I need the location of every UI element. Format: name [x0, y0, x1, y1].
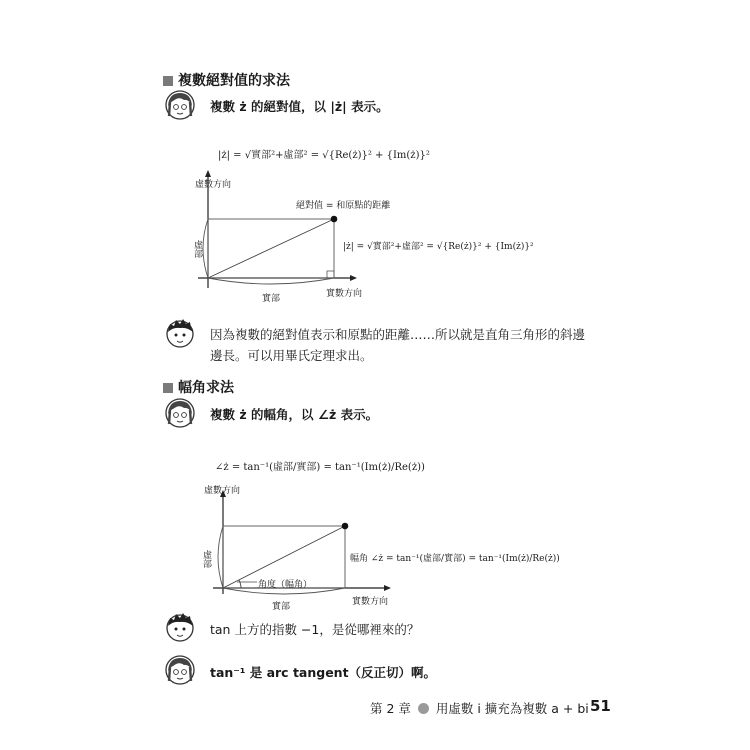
section-heading-argument: 幅角求法	[163, 377, 234, 397]
girl-avatar-icon	[165, 655, 195, 685]
footer-chapter: 第 2 章 用虛數 i 擴充為複數 a + bi	[370, 701, 589, 716]
footer-bullet-icon	[418, 703, 429, 714]
x-axis-label: 實數方向	[352, 597, 389, 607]
formula-arg-side: 幅角 ∠ż = tan⁻¹(虛部/實部) = tan⁻¹(Im(ż)/Re(ż))	[350, 554, 560, 564]
formula-arg-top: ∠ż = tan⁻¹(虛部/實部) = tan⁻¹(Im(ż)/Re(ż))	[215, 462, 425, 473]
page-number: 51	[590, 697, 611, 715]
footer-chapter-title: 用虛數 i 擴充為複數 a + bi	[435, 701, 589, 716]
heading-square-icon	[163, 383, 173, 393]
real-part-label: 實部	[272, 602, 291, 612]
y-axis-label: 虛數方向	[204, 486, 241, 496]
x-axis-arrow-icon	[384, 585, 391, 591]
girl-avatar-icon	[165, 90, 195, 120]
complex-point	[331, 216, 338, 223]
speech-abs-intro: 複數 ż 的絕對值，以 |ż| 表示。	[210, 99, 389, 114]
heading-square-icon	[163, 76, 173, 86]
section-heading-absolute-value: 複數絕對值的求法	[163, 70, 290, 90]
y-axis-label: 虛數方向	[195, 180, 232, 190]
girl-avatar-icon	[165, 398, 195, 428]
angle-arc	[239, 580, 241, 588]
answer-text: tan⁻¹ 是 arc tangent（反正切）啊。	[210, 665, 437, 680]
boy-avatar-icon	[165, 318, 195, 348]
real-part-label: 實部	[262, 294, 281, 304]
distance-annotation: 絕對值 = 和原點的距離	[296, 201, 391, 211]
real-brace	[208, 278, 334, 284]
question-text: tan 上方的指數 −1，是從哪裡來的？	[210, 622, 420, 637]
imag-part-label: 虛部	[192, 240, 202, 258]
hypotenuse-line	[208, 219, 334, 278]
speech-arg-intro: 複數 ż 的幅角，以 ∠ż 表示。	[210, 407, 379, 422]
x-axis-arrow-icon	[350, 275, 357, 281]
imag-part-label: 虛部	[201, 550, 211, 568]
x-axis-label: 實數方向	[326, 289, 363, 299]
y-axis-arrow-icon	[205, 170, 211, 177]
imag-brace	[218, 526, 223, 588]
angle-label: 角度（幅角）	[258, 580, 313, 590]
right-angle-mark	[327, 271, 334, 278]
formula-abs-side: |ż| = √實部²+虛部² = √{Re(ż)}² + {Im(ż)}²	[343, 242, 534, 252]
explanation-line-1: 因為複數的絕對值表示和原點的距離……所以就是直角三角形的斜邊	[210, 327, 586, 342]
explanation-line-2: 邊長。可以用畢氏定理求出。	[210, 348, 373, 363]
complex-point	[342, 523, 349, 530]
boy-avatar-icon	[165, 612, 195, 642]
formula-abs-top: |ż| = √實部²+虛部² = √{Re(ż)}² + {Im(ż)}²	[218, 150, 430, 161]
